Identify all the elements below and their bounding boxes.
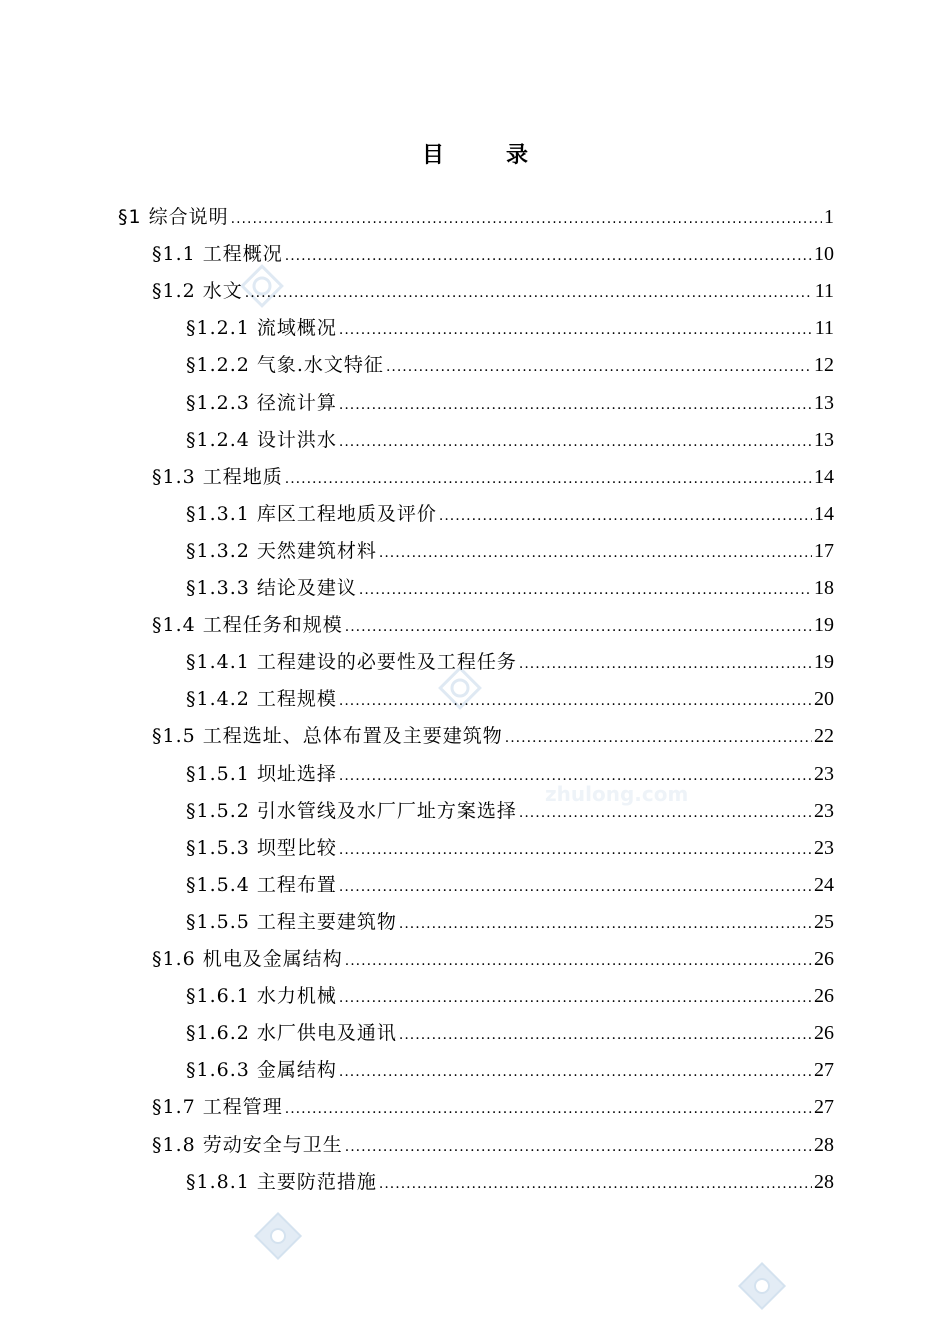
toc-entry-page-number: 23 (814, 762, 834, 785)
toc-entry-page-number: 18 (814, 577, 834, 599)
toc-entry-label: §1 综合说明 (118, 206, 229, 228)
title-char-1: 目 (421, 143, 444, 168)
toc-entry-label: §1.2.4 设计洪水 (186, 428, 337, 451)
toc-dot-leader (339, 427, 812, 457)
toc-entry[interactable] (152, 721, 834, 751)
toc-entry-page-number: 17 (814, 539, 834, 562)
toc-entry-page-number: 27 (814, 1059, 834, 1082)
toc-entry-label: §1.6.1 水力机械 (186, 985, 337, 1008)
toc-entry-label: §1.4.2 工程规模 (186, 688, 337, 711)
toc-entry[interactable] (186, 796, 834, 826)
toc-dot-leader (339, 390, 812, 420)
toc-entry-page-number: 26 (814, 985, 834, 1008)
toc-entry-label: §1.3.3 结论及建议 (186, 577, 357, 599)
toc-entry-label: §1.8 劳动安全与卫生 (152, 1133, 343, 1156)
toc-entry-label: §1.4.1 工程建设的必要性及工程任务 (186, 651, 517, 674)
toc-entry[interactable] (152, 944, 834, 974)
toc-entry-page-number: 12 (814, 354, 834, 377)
toc-entry-label: §1.2.3 径流计算 (186, 391, 337, 414)
toc-entry-page-number: 27 (814, 1096, 834, 1119)
toc-entry-page-number: 14 (814, 502, 834, 525)
toc-entry[interactable] (186, 759, 834, 789)
toc-dot-leader (285, 464, 812, 494)
toc-entry-page-number: 26 (814, 948, 834, 970)
toc-dot-leader (399, 909, 812, 939)
toc-entry-page-number: 19 (814, 614, 834, 637)
title-char-2: 录 (506, 143, 529, 168)
toc-entry-label: §1.2.1 流域概况 (186, 317, 337, 340)
toc-entry-label: §1.5 工程选址、总体布置及主要建筑物 (152, 725, 503, 748)
toc-entry-label: §1.5.4 工程布置 (186, 873, 337, 896)
toc-dot-leader (439, 501, 812, 531)
toc-entry[interactable] (186, 350, 834, 380)
page-title (0, 138, 950, 169)
toc-entry-page-number: 13 (814, 428, 834, 451)
toc-entry[interactable] (186, 313, 834, 343)
toc-dot-leader (519, 798, 812, 828)
toc-entry-page-number: 14 (814, 465, 834, 488)
toc-dot-leader (386, 352, 812, 382)
toc-entry-label: §1.2.2 气象.水文特征 (186, 354, 384, 377)
toc-entry-page-number: 28 (814, 1170, 834, 1193)
watermark-snowflake-icon (250, 1208, 306, 1264)
toc-dot-leader (345, 946, 812, 976)
toc-entry-page-number: 23 (814, 836, 834, 859)
toc-entry[interactable] (186, 536, 834, 566)
toc-entry-label: §1.5.5 工程主要建筑物 (186, 910, 397, 933)
toc-entry-page-number: 23 (814, 799, 834, 822)
toc-dot-leader (339, 983, 812, 1013)
toc-dot-leader (345, 612, 812, 642)
toc-entry-page-number: 1 (824, 206, 834, 228)
toc-dot-leader (519, 649, 812, 679)
watermark-snowflake-icon (734, 1258, 790, 1314)
toc-entry[interactable] (186, 499, 834, 529)
toc-entry-label: §1.6 机电及金属结构 (152, 948, 343, 970)
toc-dot-leader (345, 1132, 812, 1162)
toc-entry[interactable] (152, 462, 834, 492)
toc-entry[interactable] (186, 647, 834, 677)
toc-entry[interactable] (152, 239, 834, 269)
toc-entry-page-number: 13 (814, 391, 834, 414)
toc-entry[interactable] (186, 1167, 834, 1197)
toc-entry-page-number: 28 (814, 1133, 834, 1156)
toc-dot-leader (505, 723, 812, 753)
toc-entry-page-number: 11 (814, 280, 834, 303)
toc-entry-label: §1.8.1 主要防范措施 (186, 1170, 377, 1193)
toc-entry[interactable] (186, 573, 834, 603)
toc-entry-label: §1.3 工程地质 (152, 465, 283, 488)
toc-dot-leader (399, 1020, 812, 1050)
toc-entry-label: §1.5.3 坝型比较 (186, 836, 337, 859)
toc-dot-leader (339, 1057, 812, 1087)
toc-entry-page-number: 25 (814, 910, 834, 933)
toc-entry-page-number: 10 (814, 243, 834, 266)
toc-entry-label: §1.5.2 引水管线及水厂厂址方案选择 (186, 799, 517, 822)
toc-dot-leader (231, 204, 822, 234)
toc-dot-leader (245, 278, 813, 308)
toc-dot-leader (339, 315, 813, 345)
toc-entry-label: §1.1 工程概况 (152, 243, 283, 266)
toc-entry[interactable] (186, 907, 834, 937)
toc-entry-label: §1.2 水文 (152, 280, 243, 303)
toc-entry-page-number: 19 (814, 651, 834, 674)
toc-entry-page-number: 24 (814, 873, 834, 896)
toc-dot-leader (339, 835, 812, 865)
toc-entry[interactable] (186, 833, 834, 863)
toc-entry-label: §1.5.1 坝址选择 (186, 762, 337, 785)
toc-entry[interactable] (186, 425, 834, 455)
toc-entry[interactable] (152, 1130, 834, 1160)
toc-dot-leader (379, 538, 812, 568)
toc-entry[interactable] (186, 684, 834, 714)
toc-dot-leader (285, 1094, 812, 1124)
toc-entry-page-number: 26 (814, 1022, 834, 1045)
watermark-text: zhulong.com (545, 782, 689, 806)
toc-entry[interactable] (186, 1055, 834, 1085)
toc-dot-leader (285, 241, 812, 271)
toc-entry-label: §1.4 工程任务和规模 (152, 614, 343, 637)
toc-dot-leader (339, 761, 812, 791)
toc-entry-label: §1.7 工程管理 (152, 1096, 283, 1119)
toc-dot-leader (379, 1169, 812, 1199)
toc-entry[interactable] (186, 1018, 834, 1048)
toc-dot-leader (339, 686, 812, 716)
toc-entry-label: §1.3.1 库区工程地质及评价 (186, 502, 437, 525)
toc-entry[interactable] (118, 202, 834, 232)
toc-dot-leader (339, 872, 812, 902)
toc-entry-label: §1.6.3 金属结构 (186, 1059, 337, 1082)
toc-entry[interactable] (186, 388, 834, 418)
toc-entry[interactable] (186, 981, 834, 1011)
toc-dot-leader (359, 575, 812, 605)
toc-entry[interactable] (152, 276, 834, 306)
toc-entry[interactable] (186, 870, 834, 900)
toc-entry-page-number: 20 (814, 688, 834, 711)
toc-entry-page-number: 11 (814, 317, 834, 340)
toc-entry-label: §1.6.2 水厂供电及通讯 (186, 1022, 397, 1045)
toc-entry[interactable] (152, 1092, 834, 1122)
toc-entry-label: §1.3.2 天然建筑材料 (186, 539, 377, 562)
toc-entry-page-number: 22 (814, 725, 834, 748)
toc-entry[interactable] (152, 610, 834, 640)
